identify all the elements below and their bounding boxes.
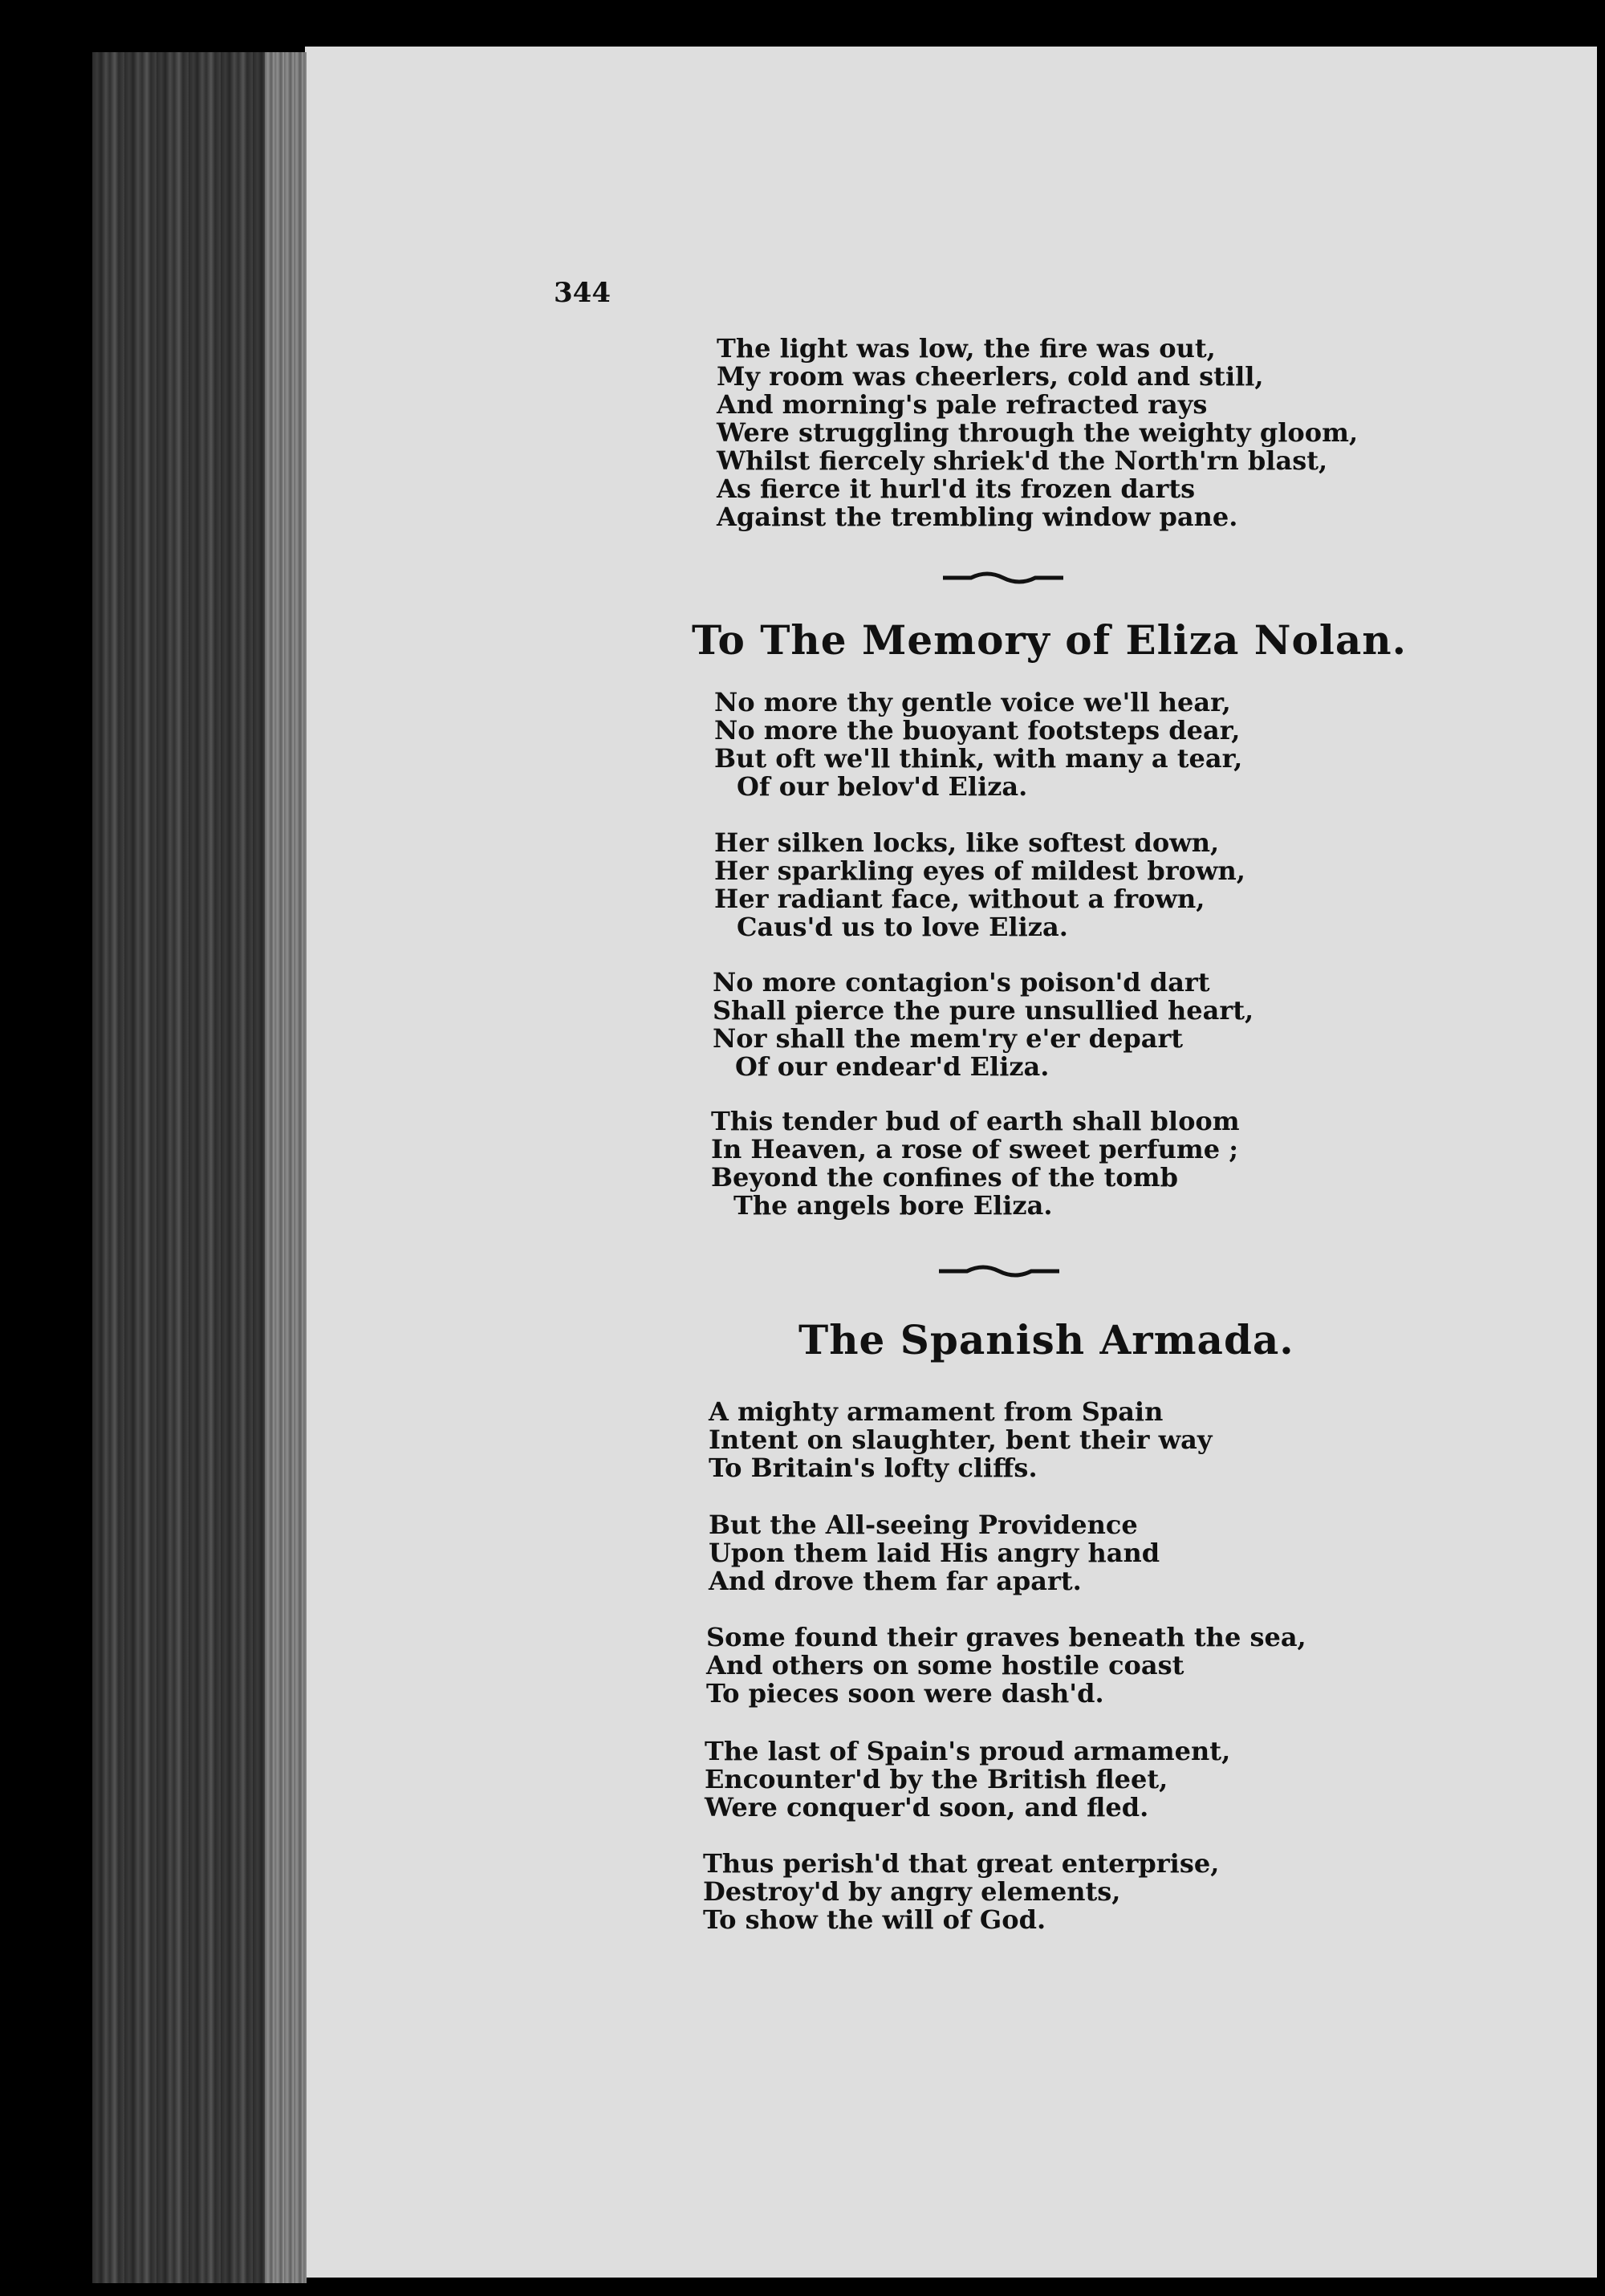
poem-line: Her silken locks, like softest down, bbox=[714, 827, 1220, 858]
poem-line: But oft we'll think, with many a tear, bbox=[714, 743, 1243, 774]
poem-line: And drove them far apart. bbox=[709, 1566, 1082, 1596]
poem-title: To The Memory of Eliza Nolan. bbox=[692, 616, 1407, 664]
poem-line: As fierce it hurl'd its frozen darts bbox=[717, 473, 1196, 504]
poem-title: The Spanish Armada. bbox=[798, 1316, 1294, 1363]
poem-line: No more the buoyant footsteps dear, bbox=[714, 715, 1241, 746]
poem-line: Whilst fiercely shriek'd the North'rn blast, bbox=[717, 445, 1328, 476]
poem-line: No more thy gentle voice we'll hear, bbox=[714, 687, 1231, 717]
poem2-stanza-3 bbox=[713, 969, 1254, 1081]
poem2-stanza-2 bbox=[714, 829, 1245, 941]
poem-line: No more contagion's poison'd dart bbox=[713, 967, 1210, 998]
poem-line: Were struggling through the weighty gloom, bbox=[717, 417, 1359, 448]
poem-line: Her sparkling eyes of mildest brown, bbox=[714, 855, 1245, 886]
poem-line: The angels bore Eliza. bbox=[733, 1190, 1053, 1221]
poem-line: Against the trembling window pane. bbox=[717, 502, 1238, 532]
poem-line: Upon them laid His angry hand bbox=[709, 1538, 1160, 1568]
poem-line: Intent on slaughter, bent their way bbox=[709, 1424, 1213, 1455]
poem-line: Nor shall the mem'ry e'er depart bbox=[713, 1023, 1184, 1054]
poem-line: Of our endear'd Eliza. bbox=[735, 1051, 1050, 1082]
poem-line: Caus'd us to love Eliza. bbox=[737, 912, 1068, 942]
poem2-stanza-4 bbox=[711, 1107, 1240, 1220]
poem-line: Encounter'd by the British fleet, bbox=[705, 1764, 1168, 1794]
poem-line: This tender bud of earth shall bloom bbox=[711, 1106, 1240, 1136]
poem-line: Beyond the confines of the tomb bbox=[711, 1162, 1178, 1193]
poem-line: The last of Spain's proud armament, bbox=[705, 1736, 1231, 1766]
poem3-stanza-2 bbox=[709, 1511, 1160, 1595]
poem3-stanza-4 bbox=[705, 1737, 1230, 1822]
poem-line: Destroy'd by angry elements, bbox=[703, 1876, 1121, 1907]
poem3-stanza-1 bbox=[709, 1398, 1212, 1482]
poem-line: Some found their graves beneath the sea, bbox=[706, 1622, 1306, 1652]
poem-line: In Heaven, a rose of sweet perfume ; bbox=[711, 1134, 1239, 1164]
poem-line: My room was cheerlers, cold and still, bbox=[717, 361, 1264, 392]
poem-line: Thus perish'd that great enterprise, bbox=[703, 1848, 1220, 1879]
poem-line: To pieces soon were dash'd. bbox=[706, 1678, 1104, 1709]
poem-line: And others on some hostile coast bbox=[706, 1650, 1184, 1680]
poem3-stanza-5 bbox=[703, 1850, 1219, 1934]
ornamental-divider bbox=[935, 1262, 1063, 1281]
book-gutter bbox=[265, 52, 307, 2283]
poem1-stanza bbox=[717, 335, 1358, 531]
poem-line: Were conquer'd soon, and fled. bbox=[705, 1792, 1149, 1823]
ornamental-divider bbox=[939, 568, 1067, 587]
poem-line: The light was low, the fire was out, bbox=[717, 333, 1216, 364]
poem2-stanza-1 bbox=[714, 689, 1242, 801]
poem-line: Her radiant face, without a frown, bbox=[714, 884, 1205, 914]
page-number: 344 bbox=[554, 277, 611, 309]
poem-line: But the All-seeing Providence bbox=[709, 1510, 1138, 1540]
poem-line: Of our belov'd Eliza. bbox=[737, 771, 1028, 802]
poem-line: To show the will of God. bbox=[703, 1904, 1046, 1935]
poem3-stanza-3 bbox=[706, 1623, 1306, 1708]
poem-line: And morning's pale refracted rays bbox=[717, 389, 1208, 420]
poem-line: Shall pierce the pure unsullied heart, bbox=[713, 995, 1254, 1026]
poem-line: A mighty armament from Spain bbox=[709, 1396, 1164, 1427]
poem-line: To Britain's lofty cliffs. bbox=[709, 1453, 1038, 1483]
